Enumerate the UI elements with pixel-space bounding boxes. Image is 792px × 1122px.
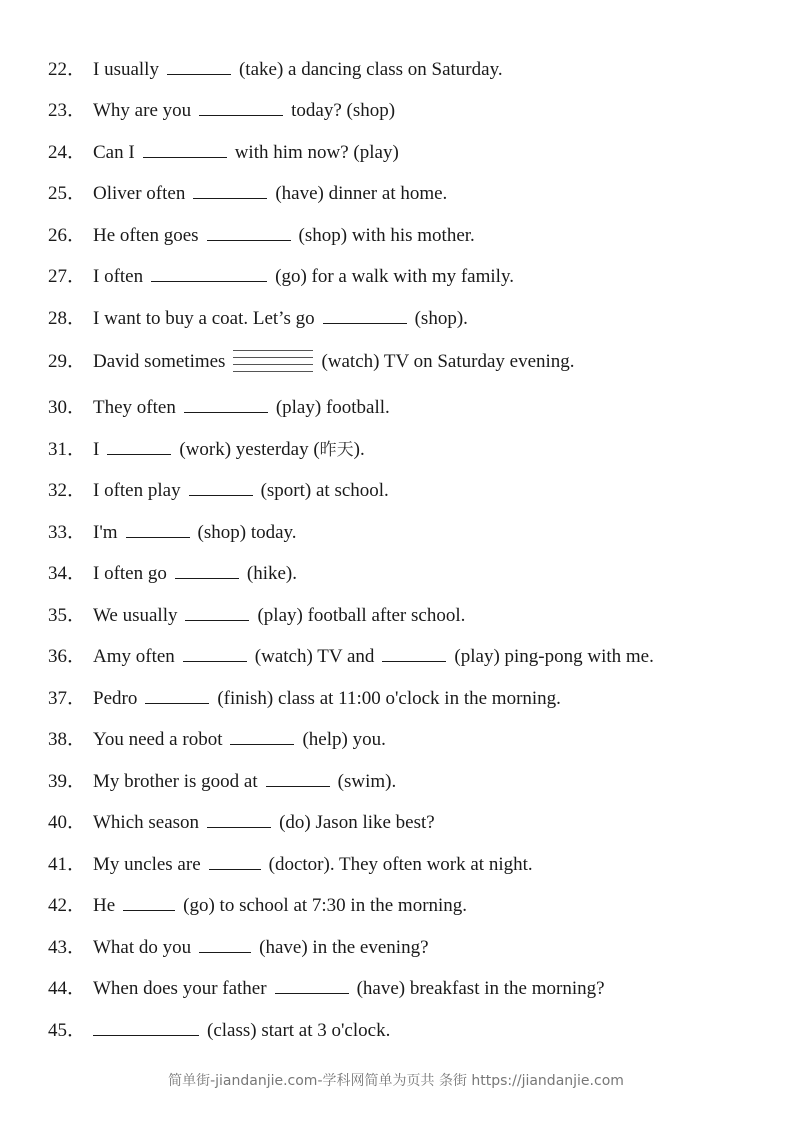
answer-blank[interactable]	[123, 892, 175, 911]
question-number: 44．	[48, 978, 87, 999]
question-text: My brother is good at	[93, 771, 258, 792]
question-number: 31．	[48, 439, 87, 460]
question-text: I usually	[93, 59, 159, 80]
question-text: I often go	[93, 563, 167, 584]
question-text: (shop) with his mother.	[298, 225, 475, 246]
question-text: Amy often	[93, 646, 175, 667]
question-27	[48, 263, 514, 289]
question-text: We usually	[93, 605, 178, 626]
question-26	[48, 222, 475, 248]
question-text: I often play	[93, 480, 181, 501]
question-40	[48, 809, 435, 835]
answer-blank[interactable]	[184, 394, 268, 413]
question-number: 29．	[48, 351, 87, 372]
answer-blank[interactable]	[143, 139, 227, 158]
question-text: (watch) TV on Saturday evening.	[321, 351, 575, 372]
question-number: 22．	[48, 59, 87, 80]
page-footer: 简单街-jiandanjie.com-学科网简单为页共 条街 https://jiandanjie.com	[168, 1073, 624, 1089]
question-number: 25．	[48, 183, 87, 204]
question-number: 30．	[48, 397, 87, 418]
question-number: 34．	[48, 563, 87, 584]
question-text: (play) ping-pong with me.	[454, 646, 654, 667]
answer-blank[interactable]	[126, 519, 190, 538]
question-31	[48, 436, 365, 462]
question-text: Oliver often	[93, 183, 186, 204]
question-text: David sometimes	[93, 351, 226, 372]
answer-blank[interactable]	[193, 180, 267, 199]
question-text: (class) start at 3 o'clock.	[207, 1020, 391, 1041]
question-33	[48, 519, 297, 545]
question-text: He	[93, 895, 116, 916]
answer-blank[interactable]	[199, 934, 251, 953]
answer-blank[interactable]	[175, 560, 239, 579]
question-text: (shop) today.	[197, 522, 297, 543]
question-text: (have) in the evening?	[259, 937, 429, 958]
question-text: today? (shop)	[291, 100, 396, 121]
question-text: (hike).	[246, 563, 297, 584]
question-text: When does your father	[93, 978, 267, 999]
question-number: 26．	[48, 225, 87, 246]
question-text: (doctor). They often work at night.	[268, 854, 533, 875]
question-text: (have) breakfast in the morning?	[356, 978, 605, 999]
answer-blank[interactable]	[233, 348, 313, 372]
question-text: (do) Jason like best?	[279, 812, 435, 833]
answer-blank[interactable]	[266, 768, 330, 787]
question-text: You need a robot	[93, 729, 223, 750]
question-text: Why are you	[93, 100, 192, 121]
question-number: 43．	[48, 937, 87, 958]
question-35	[48, 602, 465, 628]
question-text: (go) for a walk with my family.	[275, 266, 514, 287]
question-number: 38．	[48, 729, 87, 750]
question-number: 23．	[48, 100, 87, 121]
question-38	[48, 726, 386, 752]
question-43	[48, 934, 429, 960]
question-text: What do you	[93, 937, 192, 958]
question-text: My uncles are	[93, 854, 201, 875]
question-32	[48, 477, 389, 503]
question-28	[48, 305, 468, 331]
question-39	[48, 768, 396, 794]
question-text: (swim).	[337, 771, 397, 792]
question-number: 42．	[48, 895, 87, 916]
question-text: Which season	[93, 812, 200, 833]
question-text: I'm	[93, 522, 118, 543]
question-text: I want to buy a coat. Let’s go	[93, 308, 315, 329]
answer-blank[interactable]	[183, 643, 247, 662]
answer-blank[interactable]	[151, 263, 267, 282]
question-44	[48, 975, 605, 1001]
answer-blank[interactable]	[185, 602, 249, 621]
answer-blank[interactable]	[323, 305, 407, 324]
answer-blank[interactable]	[199, 97, 283, 116]
answer-blank[interactable]	[207, 222, 291, 241]
question-text: They often	[93, 397, 176, 418]
question-text: I often	[93, 266, 144, 287]
question-number: 32．	[48, 480, 87, 501]
question-text: (take) a dancing class on Saturday.	[238, 59, 503, 80]
question-number: 39．	[48, 771, 87, 792]
answer-blank[interactable]	[209, 851, 261, 870]
question-number: 40．	[48, 812, 87, 833]
answer-blank[interactable]	[93, 1017, 199, 1036]
question-text: Can I	[93, 142, 135, 163]
answer-blank[interactable]	[275, 975, 349, 994]
question-text: (play) football.	[275, 397, 390, 418]
answer-blank[interactable]	[107, 436, 171, 455]
answer-blank[interactable]	[167, 56, 231, 75]
question-number: 36．	[48, 646, 87, 667]
question-34	[48, 560, 297, 586]
question-number: 45．	[48, 1020, 87, 1041]
question-text: (finish) class at 11:00 o'clock in the morning.	[217, 688, 561, 709]
answer-blank[interactable]	[207, 809, 271, 828]
question-24	[48, 139, 399, 165]
question-text: (shop).	[414, 308, 468, 329]
answer-blank[interactable]	[382, 643, 446, 662]
question-42	[48, 892, 467, 918]
question-text: (watch) TV and	[254, 646, 375, 667]
question-text: (play) football after school.	[257, 605, 466, 626]
question-number: 33．	[48, 522, 87, 543]
question-29	[48, 350, 575, 375]
question-text: (sport) at school.	[260, 480, 389, 501]
answer-blank[interactable]	[189, 477, 253, 496]
question-text: (work) yesterday (	[179, 439, 320, 460]
question-text: with him now? (play)	[234, 142, 399, 163]
question-number: 28．	[48, 308, 87, 329]
question-30	[48, 394, 390, 420]
chinese-gloss: 昨天	[319, 440, 354, 460]
question-number: 27．	[48, 266, 87, 287]
question-36	[48, 643, 654, 669]
question-number: 35．	[48, 605, 87, 626]
question-23	[48, 97, 395, 123]
question-text: (have) dinner at home.	[275, 183, 448, 204]
question-text: Pedro	[93, 688, 138, 709]
question-text: I	[93, 439, 100, 460]
question-number: 24．	[48, 142, 87, 163]
question-text: (go) to school at 7:30 in the morning.	[183, 895, 468, 916]
question-text: (help) you.	[302, 729, 386, 750]
question-22	[48, 56, 503, 82]
question-25	[48, 180, 447, 206]
question-number: 41．	[48, 854, 87, 875]
question-41	[48, 851, 533, 877]
question-text: ).	[353, 439, 365, 460]
question-text: He often goes	[93, 225, 199, 246]
question-45	[48, 1017, 390, 1043]
answer-blank[interactable]	[145, 685, 209, 704]
question-37	[48, 685, 561, 711]
question-number: 37．	[48, 688, 87, 709]
answer-blank[interactable]	[230, 726, 294, 745]
